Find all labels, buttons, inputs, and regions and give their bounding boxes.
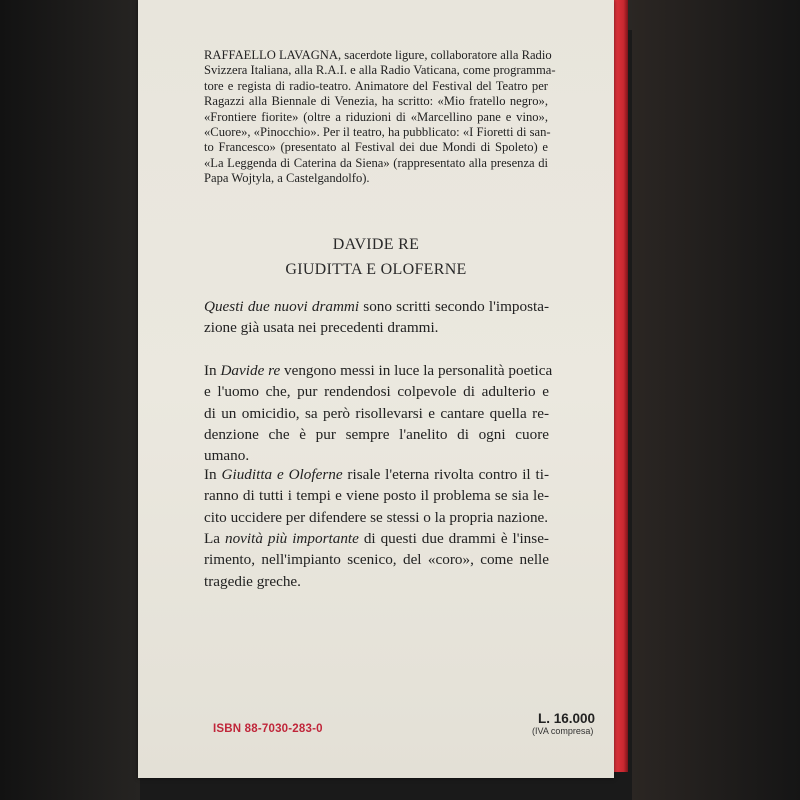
background-right [632, 0, 800, 800]
text-run: di questi due drammi è l'inse- [358, 530, 549, 547]
background-left [0, 0, 140, 800]
paragraph-line: rimento, nell'impianto scenico, del «coro», come nelle [204, 551, 549, 569]
bio-line: Svizzera Italiana, alla R.A.I. e alla Radio Vaticana, come programma- [204, 63, 556, 78]
text-run: La [204, 530, 225, 547]
paragraph-line: ranno di tutti i tempi e viene posto il problema se sia le- [204, 487, 549, 505]
title-giuditta-e-oloferne: GIUDITTA E OLOFERNE [285, 261, 467, 278]
paragraph-line [204, 296, 549, 317]
emphasis-text: Giuditta e Oloferne [221, 466, 343, 483]
isbn-code: ISBN 88-7030-283-0 [213, 723, 323, 735]
paragraph-line: zione già usata nei precedenti drammi. [204, 319, 439, 337]
text-run: risale l'eterna rivolta contro il ti- [342, 466, 550, 483]
paragraph-line [204, 528, 549, 549]
paragraph-line: cito uccidere per difendere se stessi o la propria nazione. [204, 508, 549, 526]
text-run: vengono messi in luce la personalità poetica [280, 362, 553, 379]
bio-line: «Frontiere fiorite» (oltre a riduzioni di «Marcellino pane e vino», [204, 109, 548, 124]
bio-line: Ragazzi alla Biennale di Venezia, ha scritto: «Mio fratello negro», [204, 94, 548, 109]
paragraph-giuditta [204, 464, 549, 528]
text-run: In [204, 466, 222, 483]
bio-line: to Francesco» (presentato al Festival dei due Mondi di Spoleto) e [204, 140, 548, 155]
bio-line: «La Leggenda di Caterina da Siena» (rappresentato alla presenza di [204, 155, 548, 170]
author-bio [204, 48, 556, 187]
paragraph-line: denzione che è pur sempre l'anelito di ogni cuore [204, 425, 549, 443]
price-note: (IVA compresa) [532, 726, 594, 736]
paragraph-line [204, 464, 549, 485]
bio-line: Papa Wojtyla, a Castelgandolfo). [204, 171, 370, 186]
paragraph-line: tragedie greche. [204, 572, 301, 590]
bio-line: «Cuore», «Pinocchio». Per il teatro, ha pubblicato: «I Fioretti di san- [204, 125, 551, 140]
text-run: sono scritti secondo l'imposta- [359, 298, 549, 315]
price: L. 16.000 [538, 711, 596, 726]
paragraph-intro [204, 296, 549, 339]
paragraph-line: di un omicidio, sa però risollevarsi e cantare quella re- [204, 404, 549, 422]
bio-line: tore e regista di radio-teatro. Animatore del Festival del Teatro per [204, 78, 548, 93]
paragraph-novita [204, 528, 549, 592]
emphasis-text: Davide re [220, 362, 281, 379]
book-back-cover [138, 0, 614, 778]
bio-line: RAFFAELLO LAVAGNA, sacerdote ligure, collaboratore alla Radio [204, 48, 552, 62]
title-davide-re: DAVIDE RE [332, 236, 420, 253]
paragraph-line: e l'uomo che, pur rendendosi colpevole di adulterio e [204, 383, 549, 401]
emphasis-text: novità più importante [224, 530, 359, 547]
paragraph-davide [204, 360, 553, 466]
text-run: In [204, 362, 221, 379]
paragraph-line [204, 360, 553, 381]
paragraph-line: umano. [204, 447, 250, 465]
emphasis-text: Questi due nuovi drammi [204, 298, 360, 315]
